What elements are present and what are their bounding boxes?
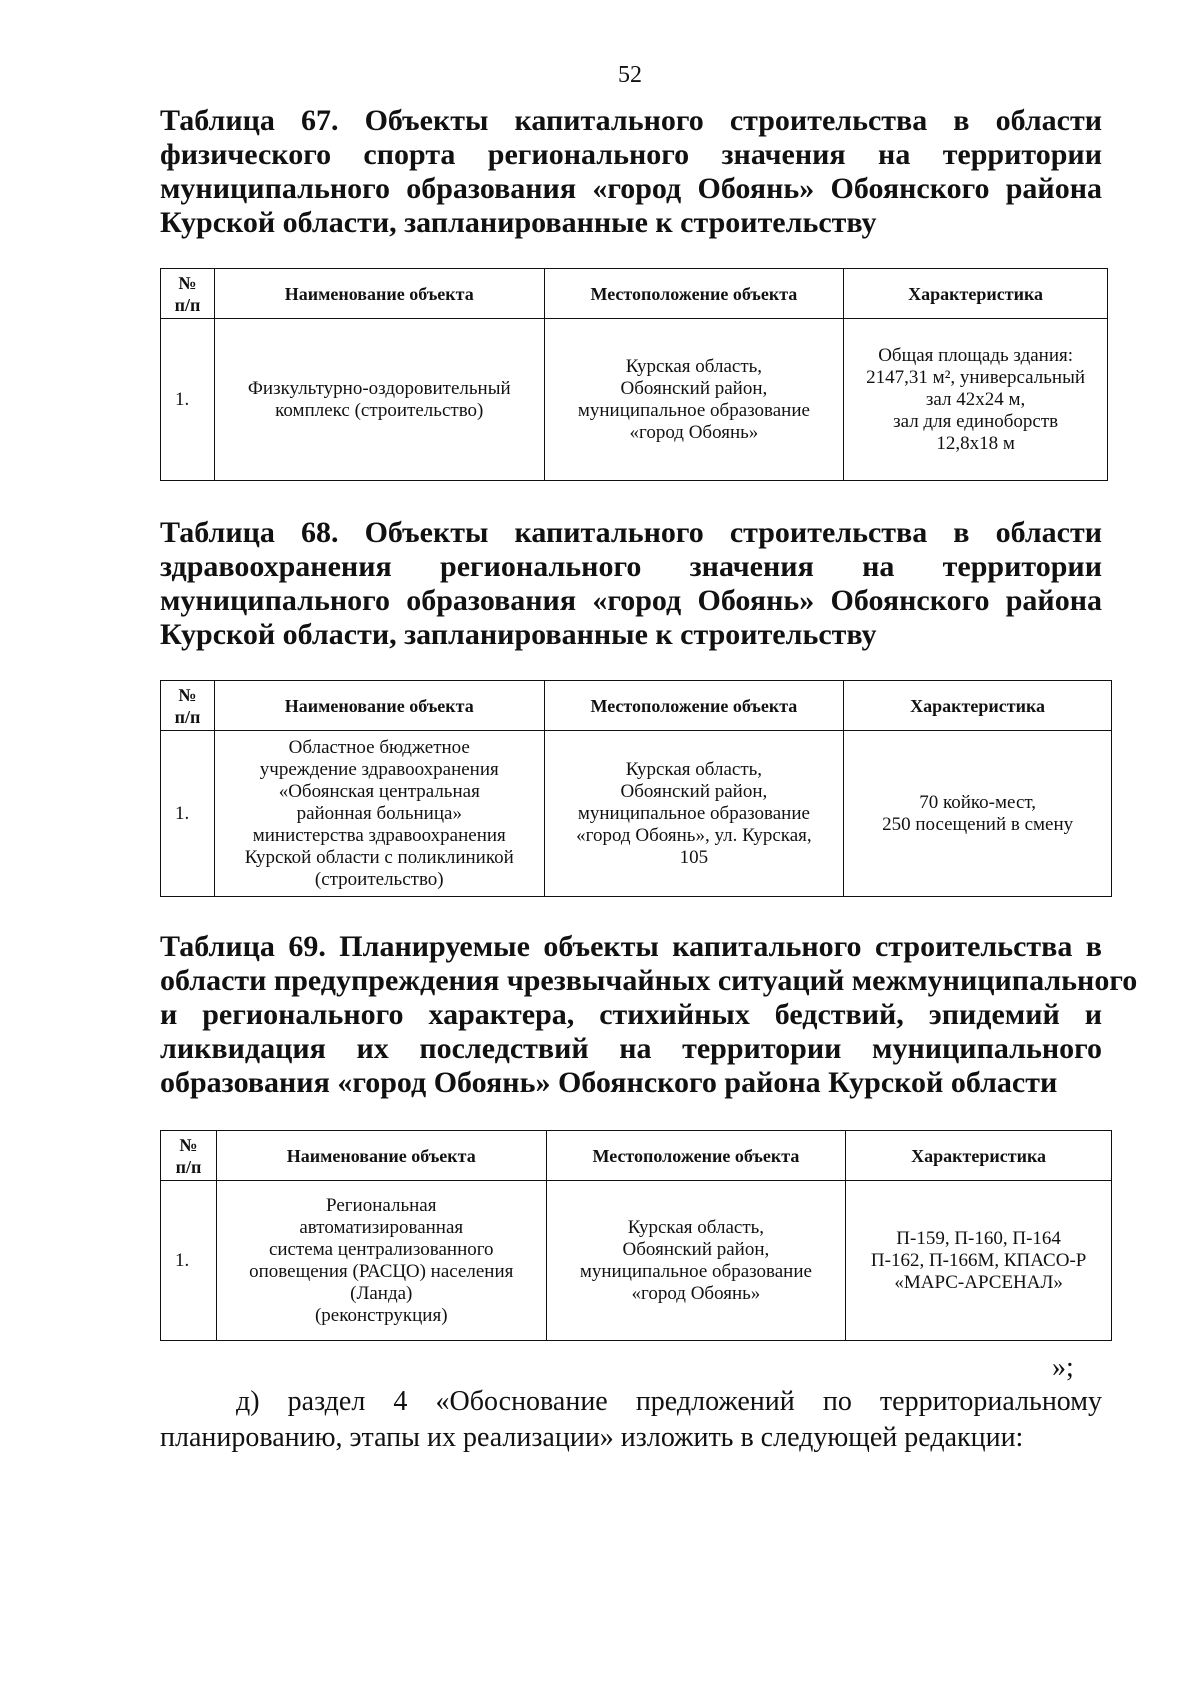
caption-line: муниципального образования «город Обоянь» Обоянского района xyxy=(160,584,1102,617)
row-num: 1. xyxy=(161,1181,217,1341)
table-header-row xyxy=(161,681,1112,731)
header-num: № п/п xyxy=(161,681,215,731)
header-num: № п/п xyxy=(161,269,215,319)
paragraph-line: планированию, этапы их реализации» изложить в следующей редакции: xyxy=(160,1422,1024,1453)
table-row xyxy=(161,1181,1112,1341)
table-68-caption xyxy=(160,516,1102,652)
table-row xyxy=(161,731,1112,897)
header-location: Местоположение объекта xyxy=(544,681,844,731)
table-69-caption xyxy=(160,930,1138,1100)
row-location: Курская область, Обоянский район, муниципальное образование «город Обоянь» xyxy=(544,319,844,481)
paragraph-line: д) раздел 4 «Обоснование предложений по территориальному xyxy=(236,1386,1102,1417)
caption-line: здравоохранения регионального значения на территории xyxy=(160,550,1102,583)
header-location: Местоположение объекта xyxy=(546,1131,846,1181)
header-characteristic: Характеристика xyxy=(844,269,1108,319)
row-num: 1. xyxy=(161,731,215,897)
header-location: Местоположение объекта xyxy=(544,269,844,319)
caption-line: Таблица 69. Планируемые объекты капитального строительства в xyxy=(160,930,1102,963)
caption-line: и регионального характера, стихийных бедствий, эпидемий и xyxy=(160,998,1102,1031)
caption-line: образования «город Обоянь» Обоянского района Курской области xyxy=(160,1066,1058,1099)
table-row xyxy=(161,319,1108,481)
row-characteristic: Общая площадь здания: 2147,31 м², универсальный зал 42х24 м, зал для единоборств 12,8х18 м xyxy=(844,319,1108,481)
caption-line: физического спорта регионального значения на территории xyxy=(160,138,1102,171)
row-name: Региональная автоматизированная система централизованного оповещения (РАСЦО) населения (Ланда) (реконструкция) xyxy=(216,1181,546,1341)
caption-line: Таблица 67. Объекты капитального строительства в области xyxy=(160,104,1102,137)
row-num: 1. xyxy=(161,319,215,481)
header-name: Наименование объекта xyxy=(214,269,544,319)
header-characteristic: Характеристика xyxy=(846,1131,1112,1181)
caption-line: муниципального образования «город Обоянь» Обоянского района xyxy=(160,172,1102,205)
row-name: Областное бюджетное учреждение здравоохранения «Обоянская центральная районная больница» министерства здравоохранения Курской области с поликлиникой (строительство) xyxy=(214,731,544,897)
row-name: Физкультурно-оздоровительный комплекс (строительство) xyxy=(214,319,544,481)
caption-line: Курской области, запланированные к строительству xyxy=(160,618,877,651)
caption-line: Курской области, запланированные к строительству xyxy=(160,206,877,239)
row-location: Курская область, Обоянский район, муниципальное образование «город Обоянь», ул. Курская, 105 xyxy=(544,731,844,897)
table-69 xyxy=(160,1130,1112,1341)
caption-line: ликвидация их последствий на территории муниципального xyxy=(160,1032,1102,1065)
table-67 xyxy=(160,268,1108,481)
body-paragraph xyxy=(160,1384,1102,1456)
header-num: № п/п xyxy=(161,1131,217,1181)
header-name: Наименование объекта xyxy=(214,681,544,731)
row-characteristic: 70 койко-мест, 250 посещений в смену xyxy=(844,731,1112,897)
row-location: Курская область, Обоянский район, муниципальное образование «город Обоянь» xyxy=(546,1181,846,1341)
caption-line: области предупреждения чрезвычайных ситуаций межмуниципального xyxy=(160,964,1138,997)
row-characteristic: П-159, П-160, П-164 П-162, П-166М, КПАСО-Р «МАРС-АРСЕНАЛ» xyxy=(846,1181,1112,1341)
header-characteristic: Характеристика xyxy=(844,681,1112,731)
page-number: 52 xyxy=(618,62,642,88)
table-67-caption xyxy=(160,104,1102,240)
closing-quote-mark: »; xyxy=(1052,1352,1074,1383)
table-header-row xyxy=(161,269,1108,319)
table-68 xyxy=(160,680,1112,897)
caption-line: Таблица 68. Объекты капитального строительства в области xyxy=(160,516,1102,549)
header-name: Наименование объекта xyxy=(216,1131,546,1181)
table-header-row xyxy=(161,1131,1112,1181)
